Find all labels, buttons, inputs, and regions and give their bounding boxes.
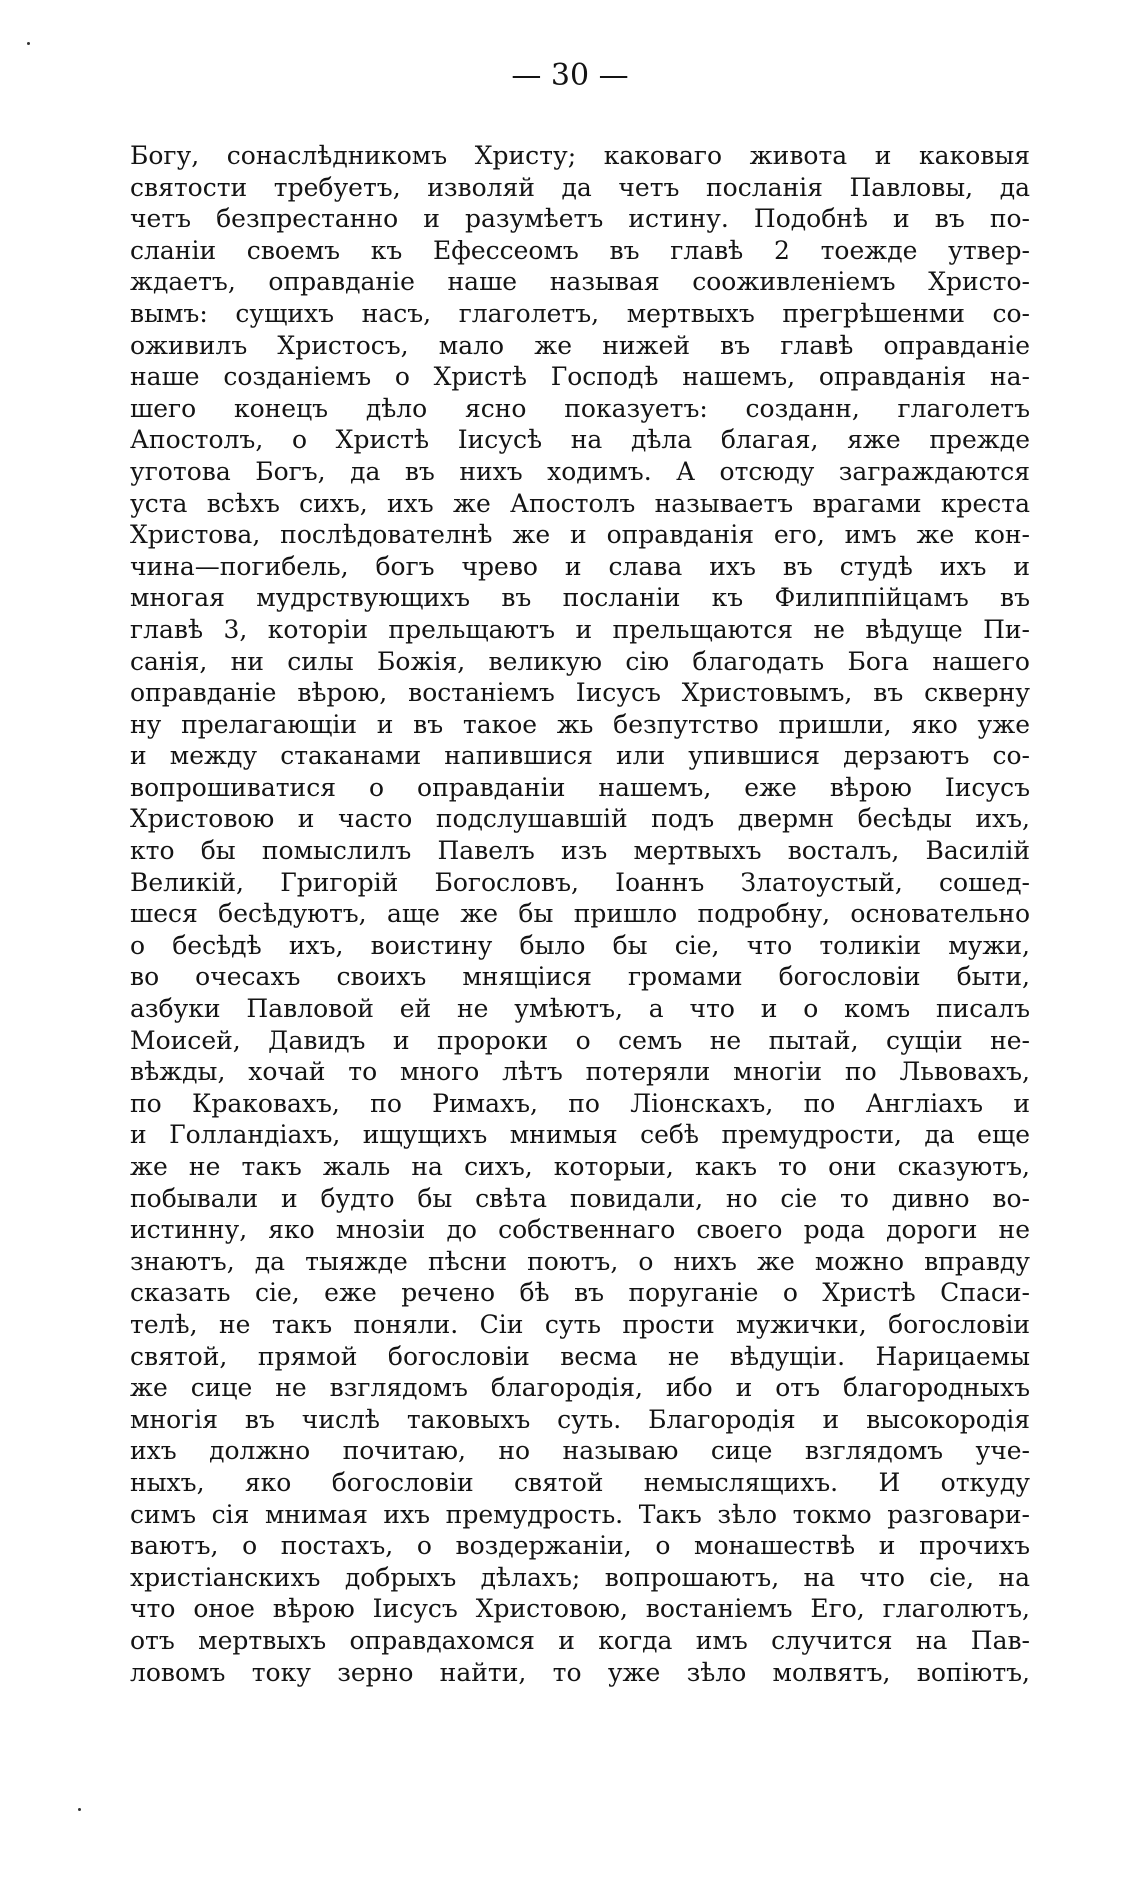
text-line: ныхъ, яко богословіи святой немыслящихъ. И откуду [130, 1467, 1030, 1497]
text-line: шего конецъ дѣло ясно показуетъ: созданн, глаголетъ [130, 393, 1030, 423]
text-line: Великій, Григорій Богословъ, Іоаннъ Златоустый, сошед- [130, 867, 1030, 897]
text-line: отъ мертвыхъ оправдахомся и когда имъ случится на Пав- [130, 1625, 1030, 1655]
text-line: кто бы помыслилъ Павелъ изъ мертвыхъ восталъ, Василій [130, 836, 1030, 866]
text-line: Христова, послѣдователнѣ же и оправданія его, имъ же кон- [130, 520, 1030, 550]
page-number: — 30 — [511, 58, 629, 93]
text-line: азбуки Павловой ей не умѣютъ, а что и о комъ писалъ [130, 994, 1030, 1024]
text-line: наше созданіемъ о Христѣ Господѣ нашемъ, оправданія на- [130, 362, 1030, 392]
text-line: оживилъ Христосъ, мало же нижей въ главѣ оправданіе [130, 330, 1030, 360]
text-line: во очесахъ своихъ мнящіися громами богословіи быти, [130, 962, 1030, 992]
text-line: святой, прямой богословіи весма не вѣдущіи. Нарицаемы [130, 1341, 1030, 1371]
scan-speck [78, 1808, 81, 1811]
text-line: ваютъ, о постахъ, о воздержаніи, о монашествѣ и прочихъ [130, 1531, 1030, 1561]
text-line: многая мудрствующихъ въ посланіи къ Филиппійцамъ въ [130, 583, 1030, 613]
text-line: уста всѣхъ сихъ, ихъ же Апостолъ называетъ врагами креста [130, 488, 1030, 518]
text-line: ждаетъ, оправданіе наше называя сооживленіемъ Христо- [130, 267, 1030, 297]
text-line: по Краковахъ, по Римахъ, по Ліонскахъ, по Англіахъ и [130, 1088, 1030, 1118]
text-line: о бесѣдѣ ихъ, воистину было бы сіе, что толикіи мужи, [130, 930, 1030, 960]
text-line: и между стаканами напившися или упившися дерзаютъ со- [130, 741, 1030, 771]
text-line: телѣ, не такъ поняли. Сіи суть прости мужички, богословіи [130, 1309, 1030, 1339]
text-line: сланіи своемъ къ Ефессеомъ въ главѣ 2 тоежде утвер- [130, 235, 1030, 265]
text-line: ну прелагающіи и въ такое жь безпутство пришли, яко уже [130, 709, 1030, 739]
text-line: уготова Богъ, да въ нихъ ходимъ. А отсюду заграждаются [130, 456, 1030, 486]
text-line: христіанскихъ добрыхъ дѣлахъ; вопрошаютъ, на что сіе, на [130, 1562, 1030, 1592]
text-line: же сице не взглядомъ благородія, ибо и отъ благородныхъ [130, 1373, 1030, 1403]
text-line: ихъ должно почитаю, но называю сице взглядомъ уче- [130, 1436, 1030, 1466]
text-line: Богу, сонаслѣдникомъ Христу; каковаго живота и каковыя [130, 141, 1030, 170]
text-line: вѣжды, хочай то много лѣтъ потеряли многіи по Львовахъ, [130, 1057, 1030, 1087]
text-line: вымъ: сущихъ насъ, глаголетъ, мертвыхъ прегрѣшенми со- [130, 298, 1030, 328]
text-line: шеся бесѣдуютъ, аще же бы пришло подробну, основательно [130, 899, 1030, 929]
text-line: оправданіе вѣрою, востаніемъ Іисусъ Христовымъ, въ скверну [130, 678, 1030, 708]
text-line: же не такъ жаль на сихъ, которыи, какъ то они сказуютъ, [130, 1152, 1030, 1181]
text-line: Христовою и часто подслушавшій подъ двермн бесѣды ихъ, [130, 804, 1030, 834]
text-line: вопрошиватися о оправданіи нашемъ, еже вѣрою Іисусъ [130, 772, 1030, 802]
text-line: святости требуетъ, изволяй да четъ посланія Павловы, да [130, 172, 1030, 202]
text-line: что оное вѣрою Іисусъ Христовою, востаніемъ Его, глаголютъ, [130, 1594, 1030, 1624]
text-line: многія въ числѣ таковыхъ суть. Благородія и высокородія [130, 1404, 1030, 1434]
text-line: симъ сія мнимая ихъ премудрость. Такъ зѣло токмо разговари- [130, 1499, 1030, 1529]
text-line: знаютъ, да тыяжде пѣсни поютъ, о нихъ же можно вправду [130, 1246, 1030, 1276]
body-text [130, 140, 1030, 1688]
scan-speck [27, 42, 30, 45]
text-line: истинну, яко мнозіи до собственнаго своего рода дороги не [130, 1215, 1030, 1245]
text-line: ловомъ току зерно найти, то уже зѣло молвятъ, вопіютъ, [130, 1657, 1030, 1687]
text-line: сказать сіе, еже речено бѣ въ поруганіе о Христѣ Спаси- [130, 1278, 1030, 1308]
text-line: побывали и будто бы свѣта повидали, но сіе то дивно во- [130, 1183, 1030, 1213]
text-line: Моисей, Давидъ и пророки о семъ не пытай, сущіи не- [130, 1025, 1030, 1055]
text-line: чина—погибель, богъ чрево и слава ихъ въ студѣ ихъ и [130, 551, 1030, 581]
text-line: и Голландіахъ, ищущихъ мнимыя себѣ премудрости, да еще [130, 1120, 1030, 1150]
text-line: Апостолъ, о Христѣ Іисусѣ на дѣла благая, яже прежде [130, 425, 1030, 455]
text-line: четъ безпрестанно и разумѣетъ истину. Подобнѣ и въ по- [130, 204, 1030, 234]
text-line: главѣ 3, которіи прельщаютъ и прельщаются не вѣдуще Пи- [130, 614, 1030, 644]
text-line: санія, ни силы Божія, великую сію благодать Бога нашего [130, 646, 1030, 676]
